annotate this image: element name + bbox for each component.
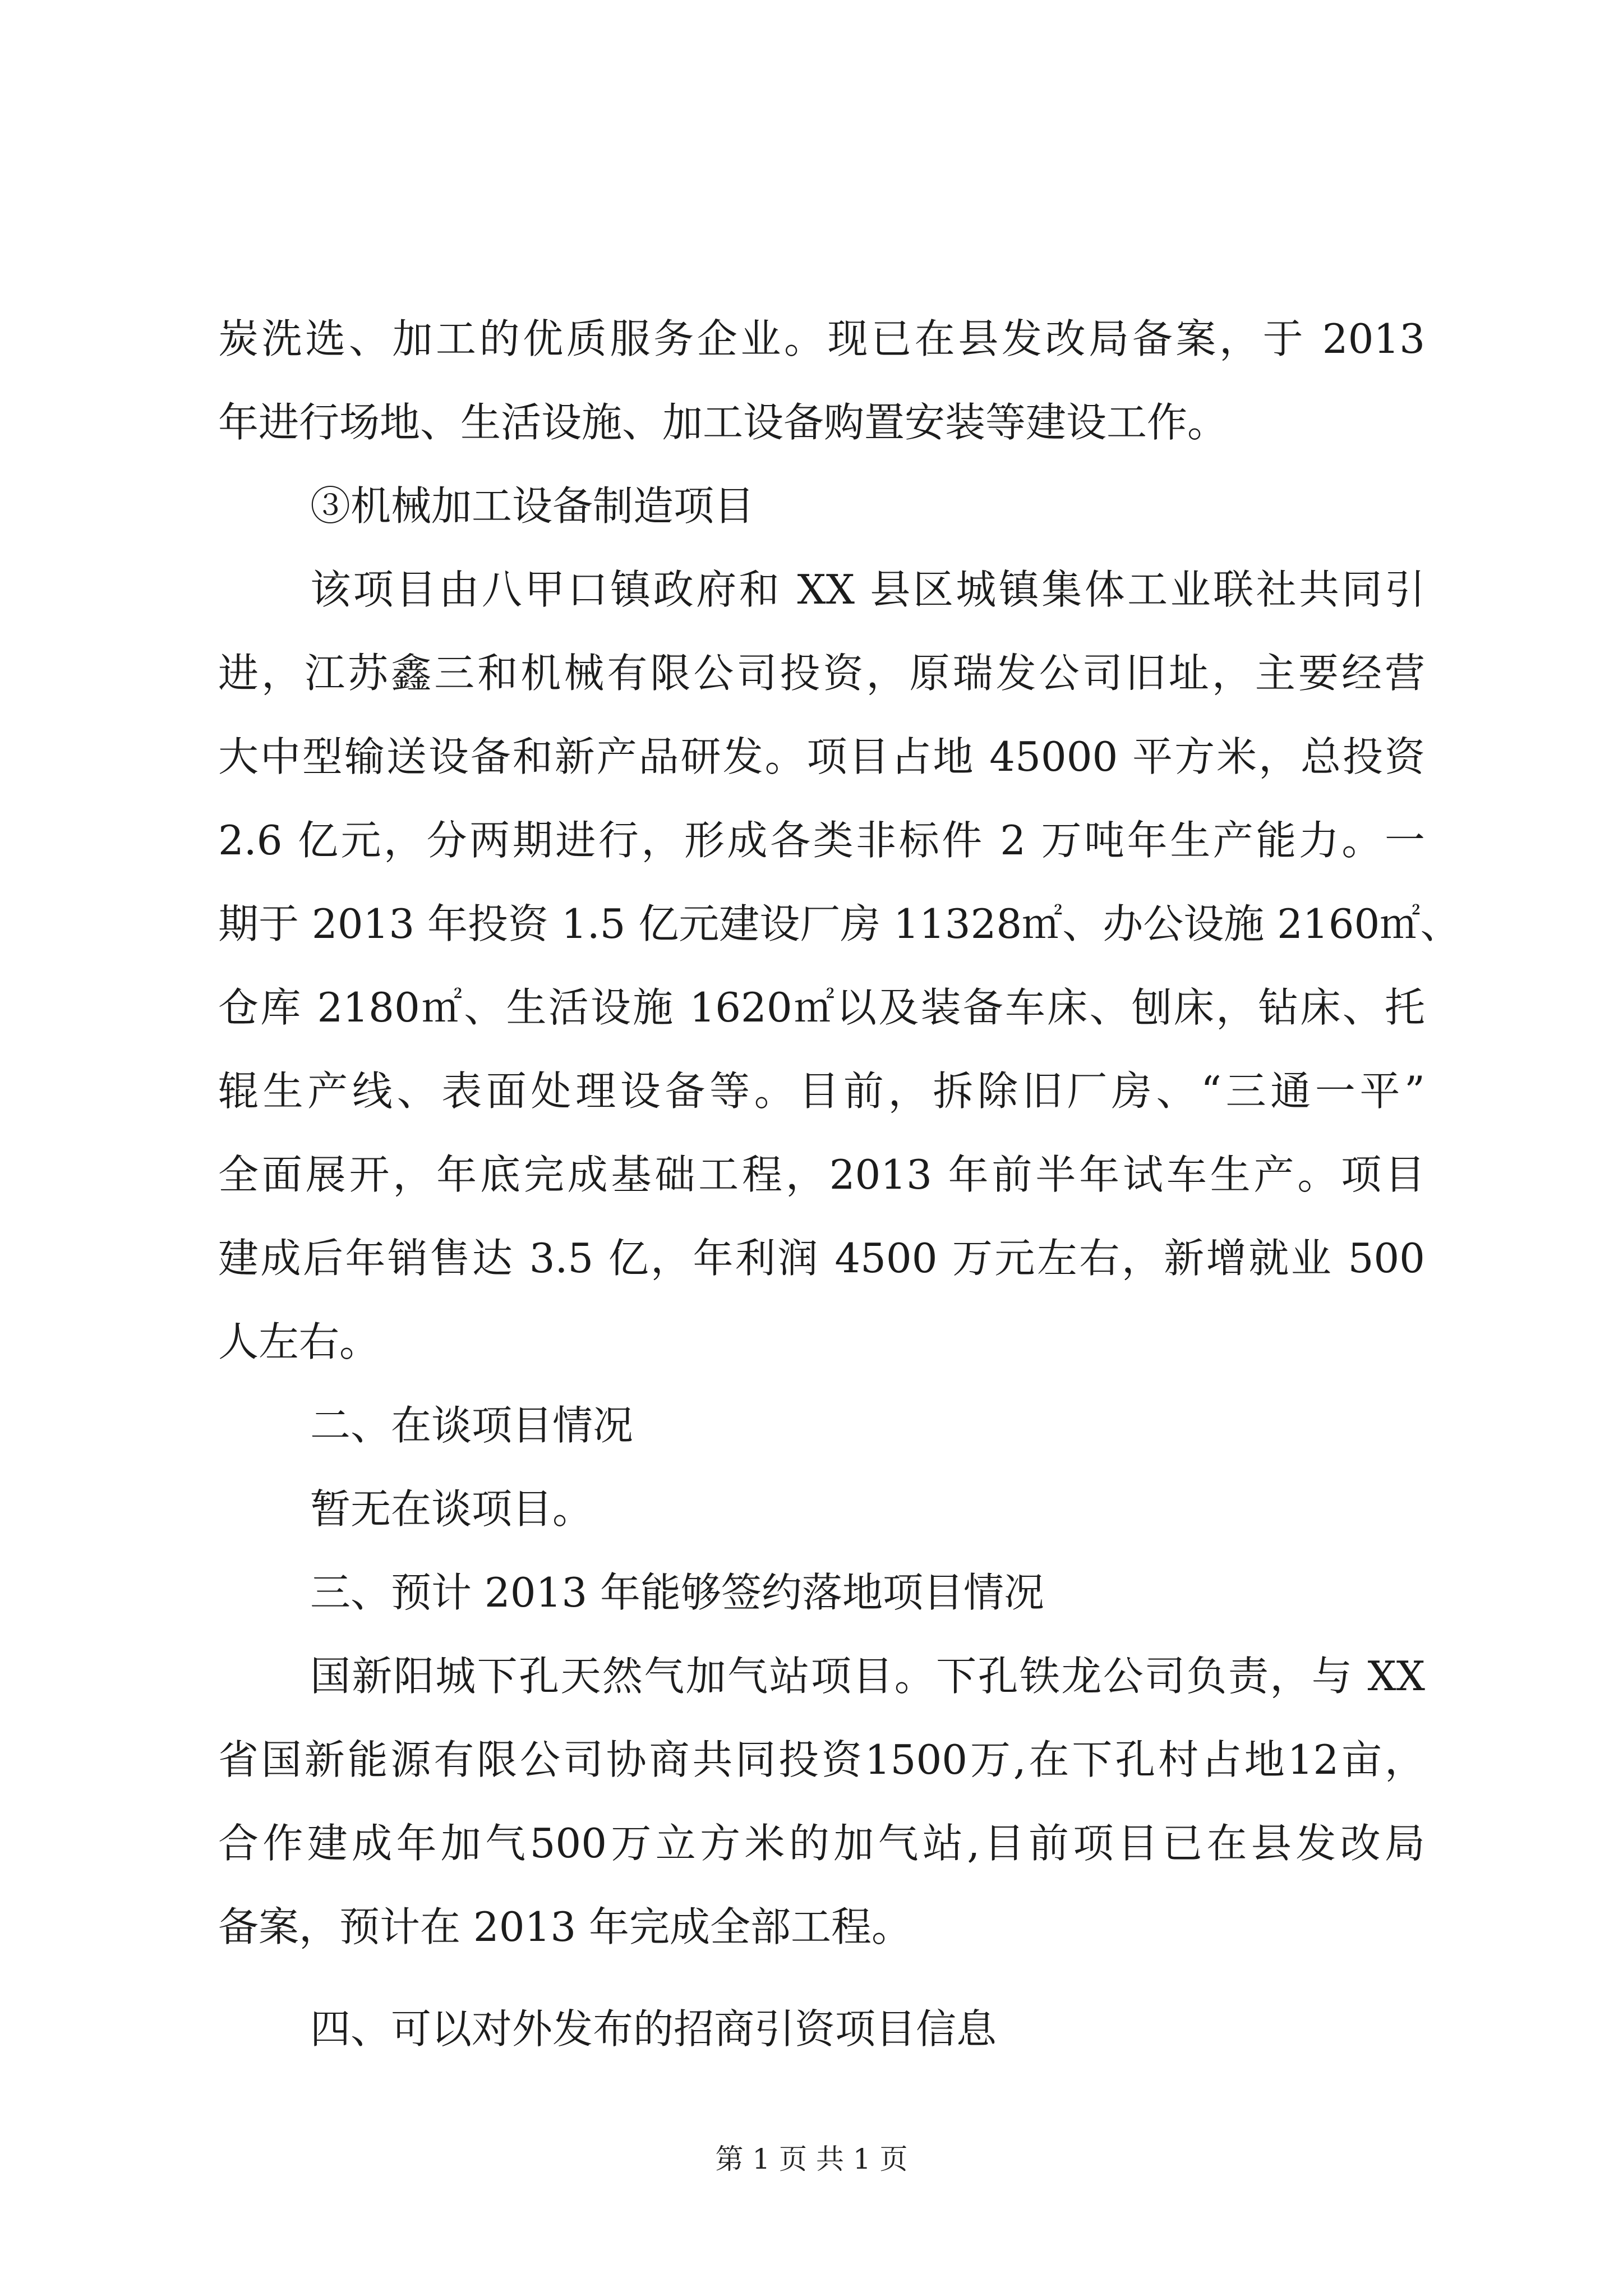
text-line: 该项目由八甲口镇政府和 XX 县区城镇集体工业联社共同引 bbox=[310, 566, 1425, 613]
text-line: 合作建成年加气500万立方米的加气站,目前项目已在县发改局 bbox=[218, 1820, 1425, 1867]
paragraph-no-projects: 暂无在谈项目。 bbox=[310, 1485, 593, 1533]
section-heading-4: 四、可以对外发布的招商引资项目信息 bbox=[310, 2005, 997, 2053]
paragraph-continuation bbox=[218, 297, 1425, 464]
text-line: 建成后年销售达 3.5 亿，年利润 4500 万元左右，新增就业 500 bbox=[218, 1235, 1425, 1282]
text-line: 年进行场地、生活设施、加工设备购置安装等建设工作。 bbox=[218, 399, 1228, 446]
text-line: 仓库 2180㎡、生活设施 1620㎡以及装备车床、刨床，钻床、托 bbox=[218, 984, 1425, 1031]
text-line: 期于 2013 年投资 1.5 亿元建设厂房 11328㎡、办公设施 2160㎡、 bbox=[218, 900, 1461, 947]
text-line: 人左右。 bbox=[218, 1318, 380, 1365]
document-body bbox=[218, 297, 1461, 2071]
text-line: 国新阳城下孔天然气加气站项目。下孔铁龙公司负责，与 XX bbox=[310, 1653, 1425, 1700]
text-line: 全面展开，年底完成基础工程，2013 年前半年试车生产。项目 bbox=[218, 1151, 1425, 1198]
text-line: 大中型输送设备和新产品研发。项目占地 45000 平方米，总投资 bbox=[218, 733, 1425, 780]
text-line: 备案，预计在 2013 年完成全部工程。 bbox=[218, 1903, 912, 1950]
section-heading-3: 三、预计 2013 年能够签约落地项目情况 bbox=[310, 1569, 1045, 1616]
section-heading-2: 二、在谈项目情况 bbox=[310, 1402, 634, 1449]
text-line: 炭洗选、加工的优质服务企业。现已在县发改局备案，于 2013 bbox=[218, 315, 1425, 362]
text-line: 省国新能源有限公司协商共同投资1500万,在下孔村占地12亩， bbox=[218, 1736, 1425, 1783]
page-footer: 第 1 页 共 1 页 bbox=[715, 2143, 908, 2175]
text-line: 2.6 亿元，分两期进行，形成各类非标件 2 万吨年生产能力。一 bbox=[218, 817, 1425, 864]
text-line: 进，江苏鑫三和机械有限公司投资，原瑞发公司旧址，主要经营 bbox=[218, 650, 1425, 697]
paragraph-gas-station-project bbox=[218, 1635, 1425, 1969]
paragraph-machinery-project bbox=[218, 548, 1461, 1384]
item-heading-machinery-project: ③机械加工设备制造项目 bbox=[310, 482, 755, 530]
text-line: 辊生产线、表面处理设备等。目前，拆除旧厂房、“三通一平” bbox=[218, 1068, 1425, 1115]
